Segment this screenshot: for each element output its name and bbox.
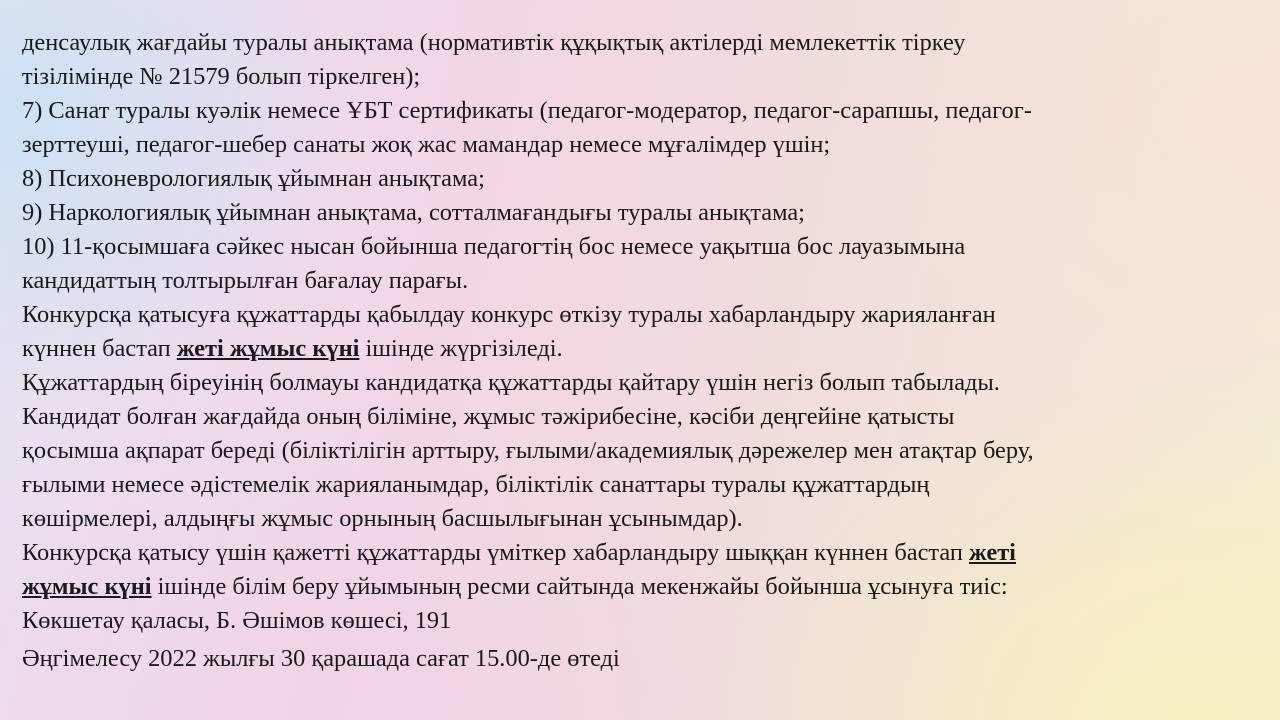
text-line: 9) Наркологиялық ұйымнан анықтама, сотталмағандығы туралы анықтама;	[22, 199, 805, 226]
interview-line: Әңгімелесу 2022 жылғы 30 қарашада сағат 15.00-де өтеді	[22, 645, 620, 672]
text-line	[22, 536, 1262, 570]
address-line: Көкшетау қаласы, Б. Әшімов көшесі, 191	[22, 607, 452, 634]
text-line: Кандидат болған жағдайда оның біліміне, жұмыс тәжірибесіне, кәсіби деңгейіне қатысты	[22, 403, 955, 430]
text-line: 8) Психоневрологиялық ұйымнан анықтама;	[22, 165, 485, 192]
text-line: қосымша ақпарат береді (біліктілігін арттыру, ғылыми/академиялық дәрежелер мен атақтар беру,	[22, 437, 1034, 464]
text-line	[22, 570, 1262, 604]
text-line: Конкурсқа қатысуға құжаттарды қабылдау конкурс өткізу туралы хабарландыру жарияланған	[22, 301, 996, 328]
text-segment: күннен бастап	[22, 335, 177, 362]
text-line: денсаулық жағдайы туралы анықтама (нормативтік құқықтық актілерді мемлекеттік тіркеу	[22, 29, 966, 56]
text-line: 7) Санат туралы куәлік немесе ҰБТ сертификаты (педагог-модератор, педагог-сарапшы, педагог-	[22, 97, 1032, 124]
text-line: Құжаттардың біреуінің болмауы кандидатқа құжаттарды қайтару үшін негіз болып табылады.	[22, 369, 1000, 396]
emphasis-working-days: жұмыс күні	[22, 573, 152, 600]
text-line: 10) 11-қосымшаға сәйкес нысан бойынша педагогтің бос немесе уақытша бос лауазымына	[22, 233, 966, 260]
text-line: тізілімінде № 21579 болып тіркелген);	[22, 63, 421, 90]
text-segment: ішінде білім беру ұйымының ресми сайтында мекенжайы бойынша ұсынуға тиіс:	[151, 573, 1008, 600]
document-body	[22, 26, 1262, 676]
text-line: көшірмелері, алдыңғы жұмыс орнының басшылығынан ұсынымдар).	[22, 505, 743, 532]
text-line: ғылыми немесе әдістемелік жарияланымдар, біліктілік санаттары туралы құжаттардың	[22, 471, 930, 498]
emphasis-seven-working-days: жеті жұмыс күні	[176, 335, 360, 362]
text-segment: ішінде жүргізіледі.	[359, 335, 563, 362]
text-line: кандидаттың толтырылған бағалау парағы.	[22, 267, 469, 294]
text-line	[22, 332, 1262, 366]
emphasis-seven: жеті	[969, 539, 1016, 566]
text-segment: Конкурсқа қатысу үшін қажетті құжаттарды үміткер хабарландыру шыққан күннен бастап	[22, 539, 970, 566]
text-line: зерттеуші, педагог-шебер санаты жоқ жас мамандар немесе мұғалімдер үшін;	[22, 131, 831, 158]
